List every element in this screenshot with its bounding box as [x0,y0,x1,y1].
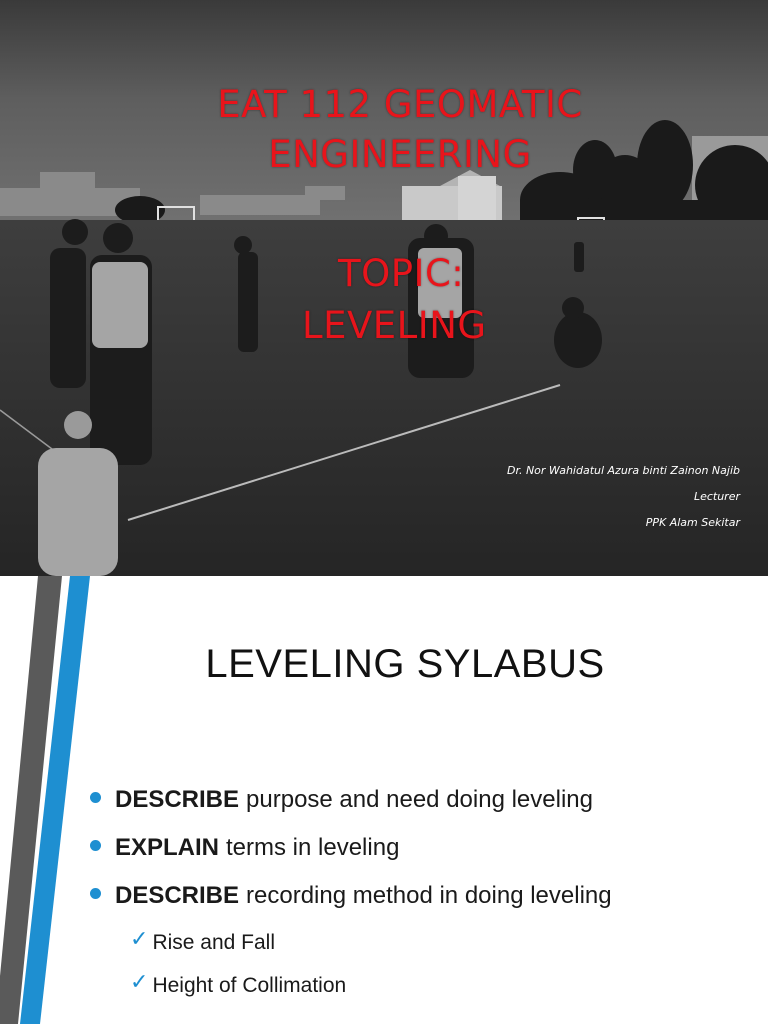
author-affiliation: PPK Alam Sekitar [645,516,740,529]
check-icon: ✓ [130,968,149,994]
presenter-credits [507,458,740,536]
bullet-keyword: DESCRIBE [115,786,240,813]
bullet-keyword: DESCRIBE [115,882,240,909]
title-line-2: ENGINEERING [268,133,532,176]
check-icon: ✓ [130,925,149,951]
bullet-keyword: EXPLAIN [115,834,220,861]
bullet-text: recording method in doing leveling [246,882,612,909]
syllabus-slide [0,576,768,1024]
sub-item-text: Rise and Fall [152,930,275,954]
list-item [130,921,346,964]
method-sub-list [130,921,346,1007]
topic-line-1: TOPIC: [338,252,465,295]
list-item [90,776,612,824]
list-item [90,824,612,872]
bullet-text: terms in leveling [226,834,400,861]
syllabus-bullet-list [90,776,612,920]
topic-line-2: LEVELING [302,304,487,347]
bullet-icon [90,888,101,899]
author-role: Lecturer [693,490,740,503]
list-item [90,872,612,920]
list-item [130,964,346,1007]
topic-title [290,248,550,352]
bullet-icon [90,792,101,803]
bullet-text: purpose and need doing leveling [246,786,593,813]
sub-item-text: Height of Collimation [152,973,347,997]
title-line-1: EAT 112 GEOMATIC [217,83,583,126]
presentation-title [150,80,650,180]
slide-title: LEVELING SYLABUS [205,642,605,686]
bullet-icon [90,840,101,851]
author-name: Dr. Nor Wahidatul Azura binti Zainon Najib [506,464,740,477]
